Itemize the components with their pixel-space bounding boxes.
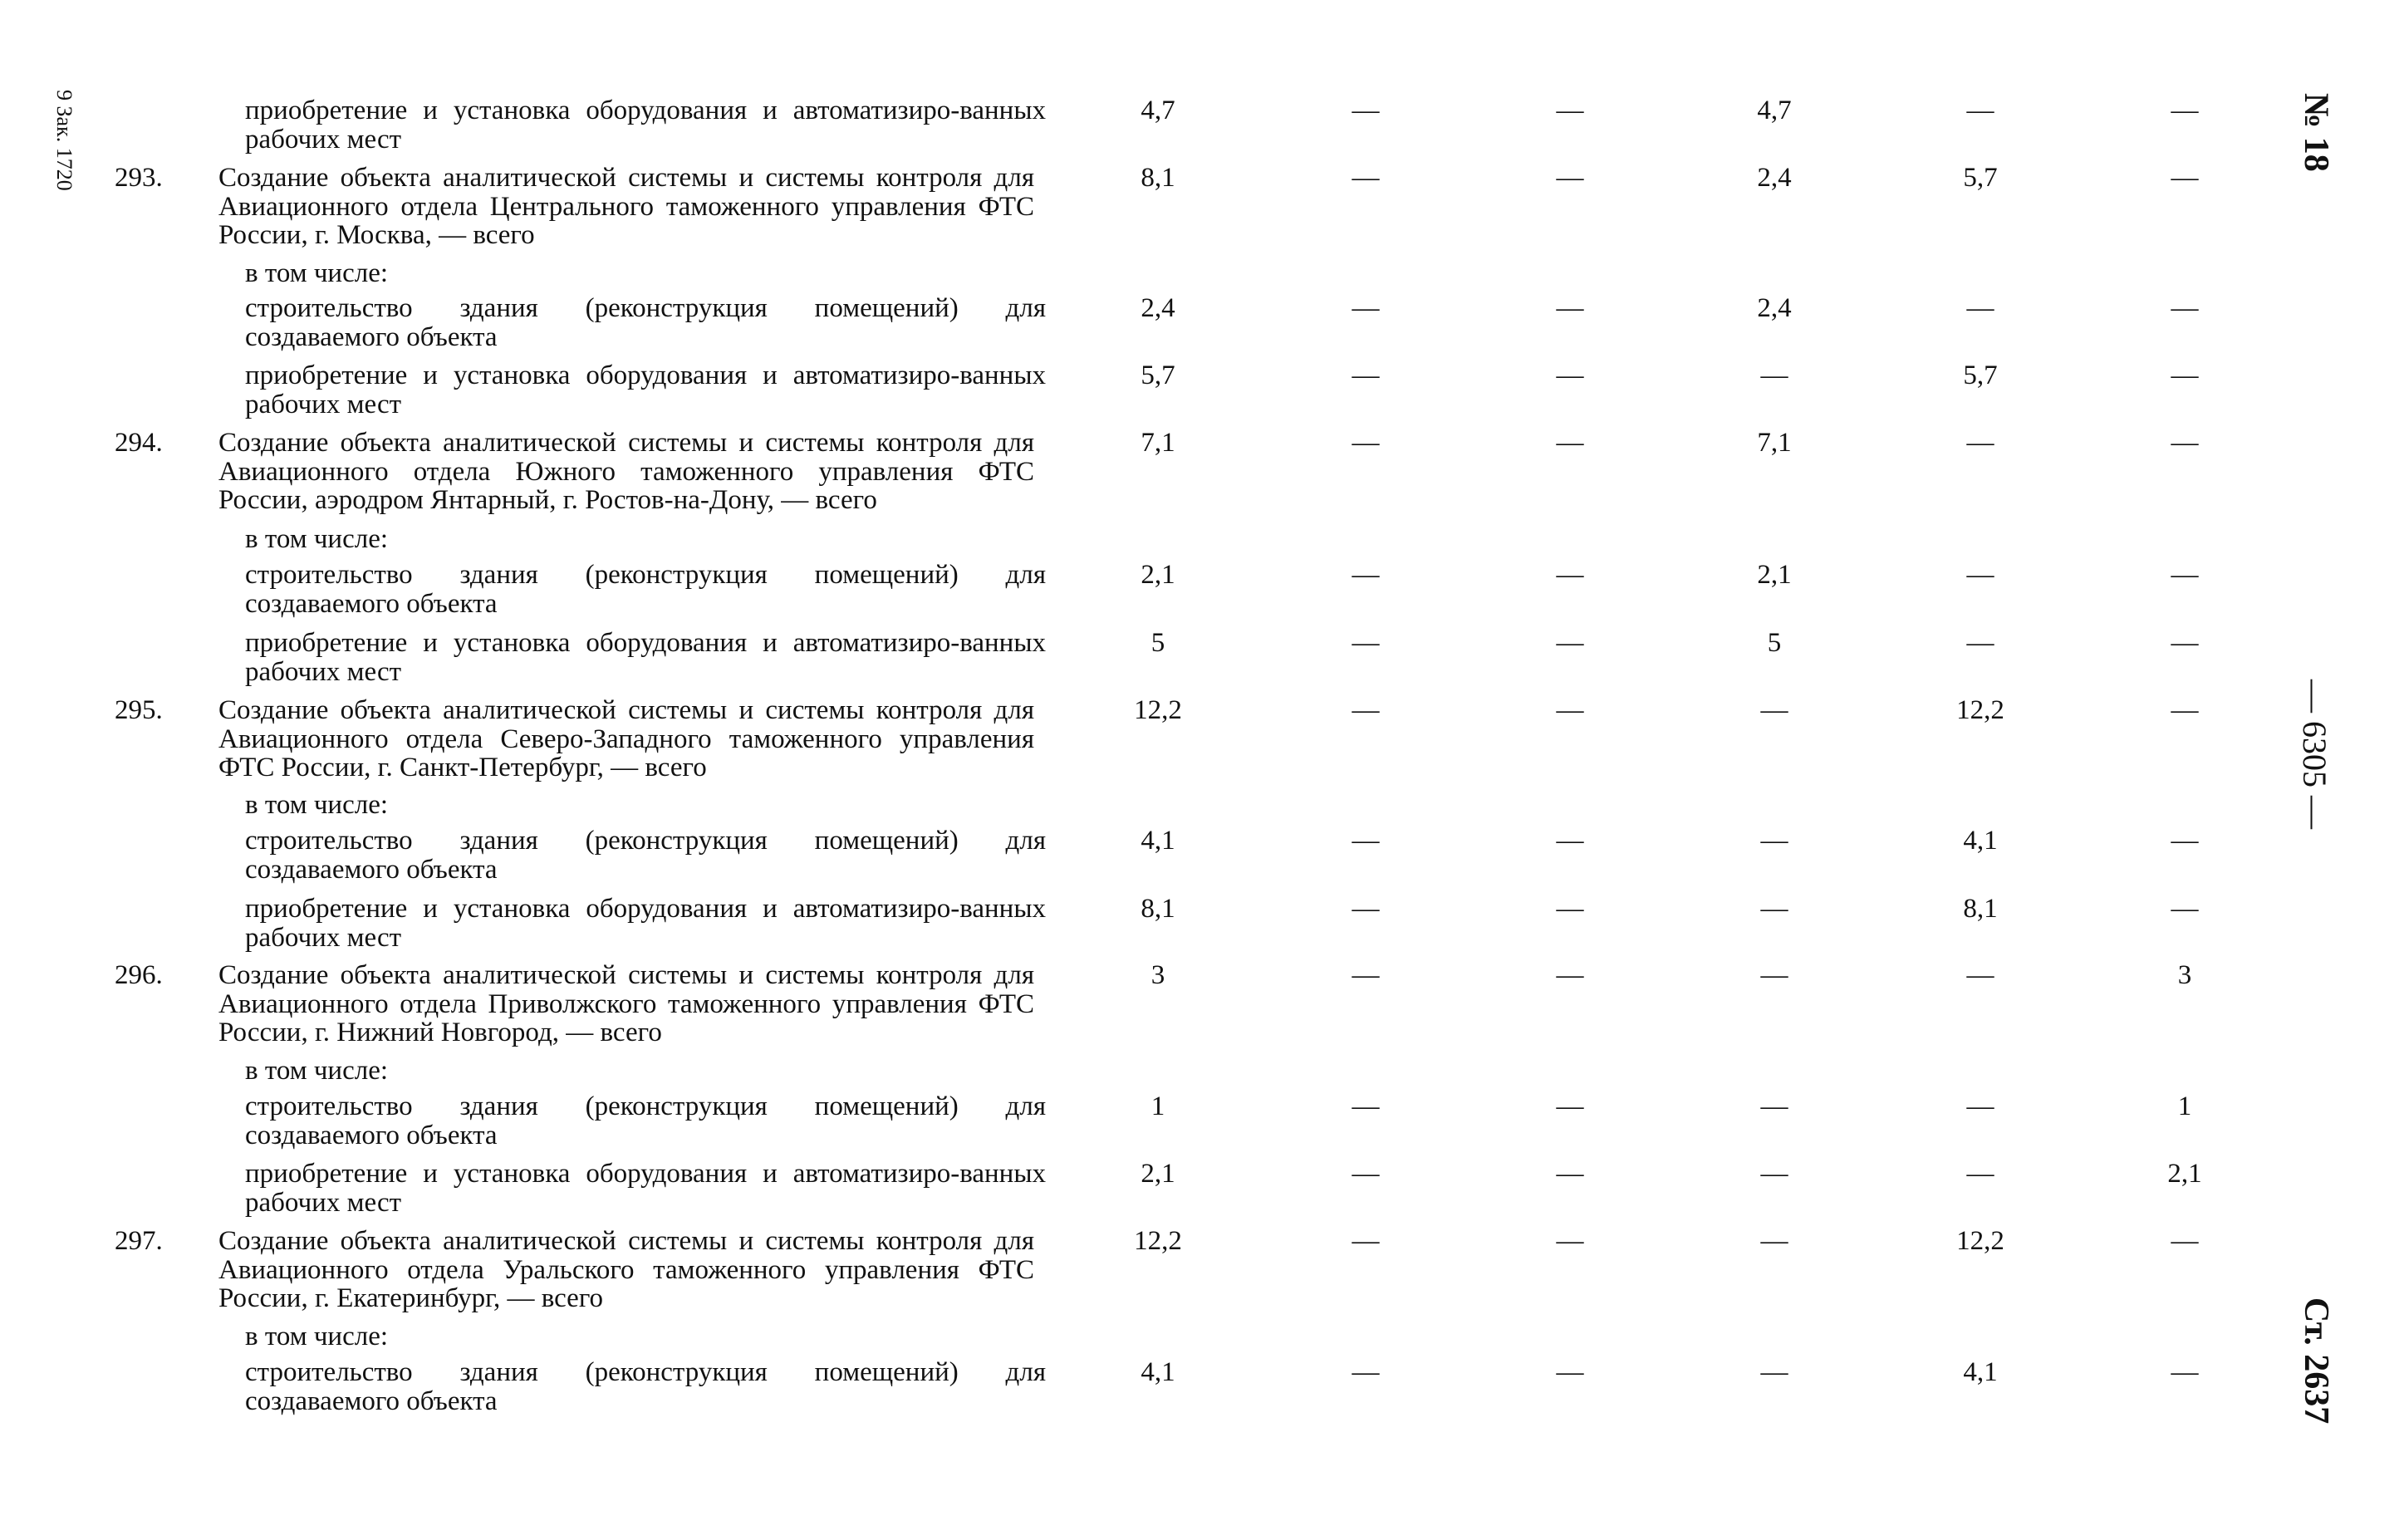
value-cell: 2,1 xyxy=(1141,560,1175,590)
value-cell: 12,2 xyxy=(1134,1226,1182,1256)
value-cell: — xyxy=(1556,360,1584,390)
margin-order-note: 9 Зак. 1720 xyxy=(52,90,76,191)
value-cell: — xyxy=(1760,960,1788,990)
page-number: — 6305 — xyxy=(2296,679,2333,829)
value-cell: — xyxy=(1760,695,1788,725)
value-cell: — xyxy=(1352,1226,1380,1256)
value-cell: 2,4 xyxy=(1757,163,1792,193)
row-description: приобретение и установка оборудования и автоматизиро-ванных рабочих мест xyxy=(245,628,1046,687)
value-cell: — xyxy=(1556,628,1584,658)
value-cell: 5 xyxy=(1150,628,1165,658)
value-cell: — xyxy=(1966,560,1994,590)
value-cell: — xyxy=(2171,428,2199,458)
article-number: Ст. 2637 xyxy=(2297,1297,2335,1425)
value-cell: — xyxy=(2171,894,2199,924)
value-cell: — xyxy=(1352,628,1380,658)
row-number: 293. xyxy=(115,163,163,193)
value-cell: — xyxy=(1352,1357,1380,1387)
value-cell: — xyxy=(1760,1159,1788,1189)
value-cell: 2,1 xyxy=(1757,560,1792,590)
value-cell: 4,1 xyxy=(1141,826,1175,856)
row-description: строительство здания (реконструкция помещений) для создаваемого объекта xyxy=(245,560,1046,619)
value-cell: — xyxy=(2171,1226,2199,1256)
row-number: 297. xyxy=(115,1226,163,1256)
value-cell: — xyxy=(1556,1159,1584,1189)
issue-number: № 18 xyxy=(2297,93,2335,172)
value-cell: — xyxy=(1556,695,1584,725)
value-cell: — xyxy=(1966,628,1994,658)
value-cell: — xyxy=(1352,163,1380,193)
value-cell: — xyxy=(1352,1091,1380,1121)
value-cell: — xyxy=(1352,1159,1380,1189)
value-cell: 2,1 xyxy=(1141,1159,1175,1189)
row-description: строительство здания (реконструкция помещений) для создаваемого объекта xyxy=(245,826,1046,885)
row-number: 294. xyxy=(115,428,163,458)
row-number: 296. xyxy=(115,960,163,990)
value-cell: — xyxy=(1760,360,1788,390)
value-cell: — xyxy=(1352,360,1380,390)
value-cell: — xyxy=(2171,96,2199,125)
row-description: приобретение и установка оборудования и автоматизиро-ванных рабочих мест xyxy=(245,360,1046,419)
row-number: 295. xyxy=(115,695,163,725)
value-cell: — xyxy=(1556,163,1584,193)
row-description: в том числе: xyxy=(245,1322,389,1351)
value-cell: — xyxy=(1760,1226,1788,1256)
value-cell: — xyxy=(1352,894,1380,924)
value-cell: 1 xyxy=(1150,1091,1165,1121)
value-cell: — xyxy=(1556,1091,1584,1121)
row-description: строительство здания (реконструкция помещений) для создаваемого объекта xyxy=(245,1091,1046,1150)
value-cell: — xyxy=(2171,360,2199,390)
value-cell: 3 xyxy=(1150,960,1165,990)
row-description: Создание объекта аналитической системы и системы контроля для Авиационного отдела Северо-Западного таможенного управления ФТС России, г. Санкт-Петербург, — всего xyxy=(218,695,1034,782)
value-cell: — xyxy=(1352,96,1380,125)
value-cell: 2,1 xyxy=(2167,1159,2202,1189)
value-cell: 12,2 xyxy=(1956,695,2004,725)
row-description: строительство здания (реконструкция помещений) для создаваемого объекта xyxy=(245,293,1046,352)
value-cell: — xyxy=(1352,960,1380,990)
value-cell: — xyxy=(1556,1226,1584,1256)
value-cell: — xyxy=(1556,293,1584,323)
value-cell: — xyxy=(1966,1091,1994,1121)
value-cell: 5,7 xyxy=(1963,163,1998,193)
value-cell: — xyxy=(1352,560,1380,590)
value-cell: 5,7 xyxy=(1141,360,1175,390)
value-cell: — xyxy=(2171,293,2199,323)
value-cell: — xyxy=(1556,96,1584,125)
value-cell: — xyxy=(1760,826,1788,856)
value-cell: — xyxy=(1966,96,1994,125)
value-cell: 4,1 xyxy=(1141,1357,1175,1387)
value-cell: — xyxy=(2171,826,2199,856)
value-cell: — xyxy=(1352,428,1380,458)
value-cell: 12,2 xyxy=(1134,695,1182,725)
value-cell: — xyxy=(2171,628,2199,658)
value-cell: — xyxy=(2171,560,2199,590)
row-description: приобретение и установка оборудования и автоматизиро-ванных рабочих мест xyxy=(245,1159,1046,1218)
value-cell: 2,4 xyxy=(1141,293,1175,323)
value-cell: 1 xyxy=(2177,1091,2192,1121)
row-description: Создание объекта аналитической системы и системы контроля для Авиационного отдела Приволжского таможенного управления ФТС России, г. Нижний Новгород, — всего xyxy=(218,960,1034,1047)
row-description: строительство здания (реконструкция помещений) для создаваемого объекта xyxy=(245,1357,1046,1416)
value-cell: 7,1 xyxy=(1757,428,1792,458)
value-cell: 4,1 xyxy=(1963,1357,1998,1387)
value-cell: 5 xyxy=(1767,628,1782,658)
row-description: в том числе: xyxy=(245,790,389,820)
value-cell: — xyxy=(1352,293,1380,323)
value-cell: — xyxy=(2171,695,2199,725)
value-cell: 7,1 xyxy=(1141,428,1175,458)
value-cell: — xyxy=(1966,293,1994,323)
value-cell: — xyxy=(1760,1357,1788,1387)
row-description: Создание объекта аналитической системы и системы контроля для Авиационного отдела Уральского таможенного управления ФТС России, г. Екатеринбург, — всего xyxy=(218,1226,1034,1313)
value-cell: — xyxy=(1556,826,1584,856)
value-cell: 4,1 xyxy=(1963,826,1998,856)
value-cell: 4,7 xyxy=(1757,96,1792,125)
row-description: приобретение и установка оборудования и автоматизиро-ванных рабочих мест xyxy=(245,96,1046,154)
value-cell: 2,4 xyxy=(1757,293,1792,323)
value-cell: — xyxy=(1556,560,1584,590)
value-cell: — xyxy=(1966,960,1994,990)
value-cell: — xyxy=(1966,428,1994,458)
value-cell: 8,1 xyxy=(1141,894,1175,924)
row-description: приобретение и установка оборудования и автоматизиро-ванных рабочих мест xyxy=(245,894,1046,953)
value-cell: — xyxy=(1760,1091,1788,1121)
row-description: в том числе: xyxy=(245,1056,389,1086)
value-cell: 12,2 xyxy=(1956,1226,2004,1256)
value-cell: — xyxy=(1966,1159,1994,1189)
value-cell: — xyxy=(1556,960,1584,990)
value-cell: — xyxy=(1556,1357,1584,1387)
row-description: Создание объекта аналитической системы и системы контроля для Авиационного отдела Южного таможенного управления ФТС России, аэродром Янтарный, г. Ростов-на-Дону, — всего xyxy=(218,428,1034,515)
value-cell: — xyxy=(2171,163,2199,193)
row-description: Создание объекта аналитической системы и системы контроля для Авиационного отдела Центрального таможенного управления ФТС России, г. Москва, — всего xyxy=(218,163,1034,250)
value-cell: 8,1 xyxy=(1963,894,1998,924)
value-cell: — xyxy=(2171,1357,2199,1387)
value-cell: 3 xyxy=(2177,960,2192,990)
value-cell: — xyxy=(1556,894,1584,924)
value-cell: — xyxy=(1556,428,1584,458)
value-cell: 5,7 xyxy=(1963,360,1998,390)
value-cell: — xyxy=(1760,894,1788,924)
row-description: в том числе: xyxy=(245,524,389,554)
value-cell: 8,1 xyxy=(1141,163,1175,193)
value-cell: — xyxy=(1352,826,1380,856)
value-cell: 4,7 xyxy=(1141,96,1175,125)
row-description: в том числе: xyxy=(245,258,389,288)
value-cell: — xyxy=(1352,695,1380,725)
